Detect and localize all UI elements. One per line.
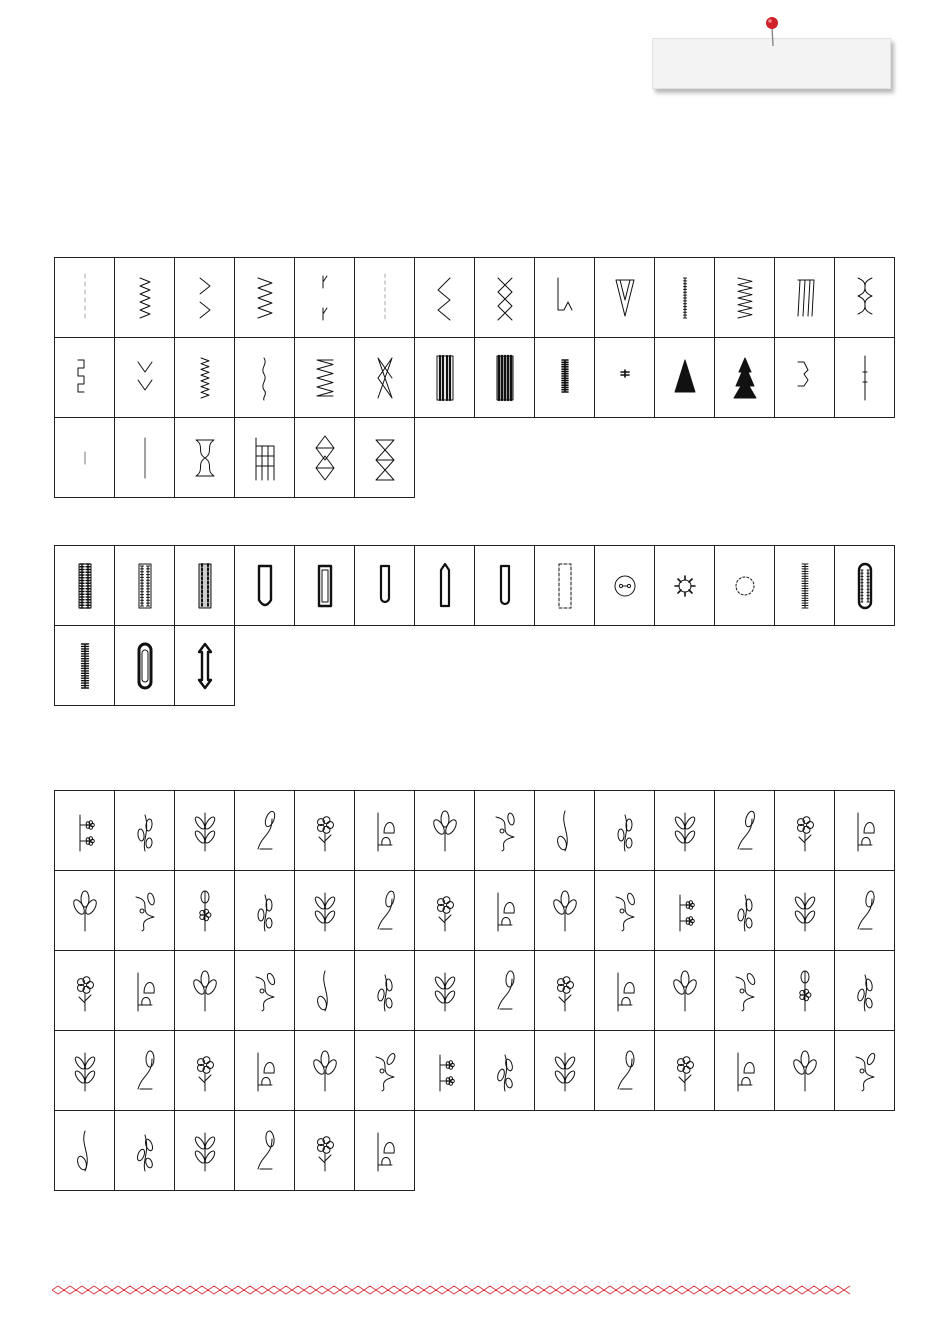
buttonhole-keyhole-icon — [370, 560, 400, 612]
stitch-cell-overlock-wide — [295, 338, 355, 418]
stitch-cell-mushroom — [55, 1111, 115, 1191]
flower-row-icon — [130, 805, 160, 857]
stitch-cell-bud-stem — [175, 791, 235, 871]
stitch-cell-button-sew — [595, 546, 655, 626]
stitch-cell-overlock-zigzag — [595, 258, 655, 338]
vine-leaf-icon — [490, 805, 520, 857]
stitch-cell-berry-branch — [775, 791, 835, 871]
slanted-lines-icon — [790, 272, 820, 324]
stitch-cell-wavy-line — [235, 338, 295, 418]
stitch-cell-feather-fan — [535, 791, 595, 871]
clover-four-icon — [550, 965, 580, 1017]
stitch-cell-shamrock — [235, 1111, 295, 1191]
blind-hem-small-icon — [790, 352, 820, 404]
cross-band-icon — [370, 432, 400, 484]
sunflower-icon — [670, 1045, 700, 1097]
short-line-icon — [70, 432, 100, 484]
stitch-cell-ivy-leaf — [295, 1111, 355, 1191]
stitch-cell-bell-flower — [415, 951, 475, 1031]
arrow-chain-icon — [550, 885, 580, 937]
dotted-straight-icon — [370, 272, 400, 324]
stitch-cell-wild-flower — [655, 951, 715, 1031]
ivy-leaf-icon — [310, 1125, 340, 1177]
stitch-cell-narrow-satin — [535, 338, 595, 418]
stitch-cell-long-line — [115, 418, 175, 498]
wave-s-icon — [490, 885, 520, 937]
stitch-cell-arrow-chain — [535, 871, 595, 951]
lotus-side-icon — [310, 885, 340, 937]
stitch-cell-tree-fill — [715, 338, 775, 418]
stitch-cell-vee-open — [115, 338, 175, 418]
fern-branch-icon — [130, 965, 160, 1017]
stitch-cell-sunflower — [655, 1031, 715, 1111]
stitch-cell-zigzag-narrow — [175, 338, 235, 418]
stitch-cell-tulip-pot — [415, 1031, 475, 1111]
stitch-cell-buttonhole-standard — [55, 546, 115, 626]
stitch-cell-maple-leaf — [415, 791, 475, 871]
bar-tack-icon — [610, 352, 640, 404]
button-sew-icon — [610, 560, 640, 612]
flower-leaf-icon — [310, 805, 340, 857]
stitch-cell-clover-swirl — [595, 951, 655, 1031]
stitch-cell-leaf-pair — [235, 871, 295, 951]
wild-flower-icon — [670, 965, 700, 1017]
fern-curl-icon — [850, 805, 880, 857]
overlock-wide-icon — [310, 352, 340, 404]
stitch-cell-straight-center — [835, 338, 895, 418]
stitch-cell-rose-bud — [475, 951, 535, 1031]
blind-hem-icon — [550, 272, 580, 324]
stitch-cell-buttonhole-stretch — [175, 546, 235, 626]
mushroom-icon — [70, 1125, 100, 1177]
stitch-cell-clover-four — [535, 951, 595, 1031]
stitch-cell-lotus-side — [295, 871, 355, 951]
honeycomb-cross-icon — [490, 272, 520, 324]
stitch-cell-wave-s — [475, 871, 535, 951]
lily-pad-icon — [370, 1125, 400, 1177]
twig-leaf-icon — [850, 885, 880, 937]
stitch-cell-buttonhole-narrow — [115, 546, 175, 626]
clover-swirl-icon — [610, 965, 640, 1017]
stitch-cell-tulip-stem — [715, 791, 775, 871]
stitch-cell-dandelion-trio — [55, 1031, 115, 1111]
stitch-cell-cross-band — [355, 418, 415, 498]
stitch-cell-triple-straight — [295, 258, 355, 338]
swirl-leaf-icon — [70, 885, 100, 937]
olive-sprig-icon — [70, 965, 100, 1017]
bell-flower-icon — [430, 965, 460, 1017]
sprout-curl-icon — [670, 805, 700, 857]
wheat-spike-icon — [790, 885, 820, 937]
zigzag-open-icon — [430, 272, 460, 324]
vee-open-icon — [130, 352, 160, 404]
triangle-fill-icon — [670, 352, 700, 404]
stitch-cell-buttonhole-pointed — [415, 546, 475, 626]
stitch-cell-zigzag-wide — [235, 258, 295, 338]
butterfly-ornament-icon — [370, 885, 400, 937]
lotus-pad-icon — [490, 1045, 520, 1097]
stitch-cell-buttonhole-arrow — [175, 626, 235, 706]
stitch-cell-buttonhole-square — [295, 546, 355, 626]
tree-pair-icon — [730, 1045, 760, 1097]
flower-stack-icon — [190, 965, 220, 1017]
stitch-cell-tree-pair — [715, 1031, 775, 1111]
flower-bouquet-icon — [130, 1125, 160, 1177]
stitch-cell-flower-bouquet — [115, 1111, 175, 1191]
stitch-cell-running-zigzag — [715, 258, 775, 338]
leaf-branch-icon — [190, 1125, 220, 1177]
stitch-cell-cloud-tree — [775, 1031, 835, 1111]
lotus-fan-icon — [370, 1045, 400, 1097]
stitch-cell-honeycomb-wide — [175, 418, 235, 498]
stitch-cell-leaf-spray — [355, 951, 415, 1031]
pine-tree-icon — [850, 1045, 880, 1097]
long-line-icon — [130, 432, 160, 484]
eyelet-round-icon — [730, 560, 760, 612]
straight-center-icon — [850, 352, 880, 404]
buttonhole-arrow-icon — [190, 640, 220, 692]
cloud-tree-icon — [790, 1045, 820, 1097]
stitch-cell-flower-cross — [235, 951, 295, 1031]
diamond-stack-icon — [310, 432, 340, 484]
stitch-cell-leaf-branch — [175, 1111, 235, 1191]
buttonhole-straight-outline-icon — [550, 560, 580, 612]
buttonhole-table — [54, 545, 895, 706]
stitch-cell-buttonhole-rounded — [235, 546, 295, 626]
tulip-row-icon — [70, 805, 100, 857]
stitch-cell-vine-leaf — [475, 791, 535, 871]
stitch-cell-double-overlock — [835, 258, 895, 338]
stitch-cell-serpentine — [55, 338, 115, 418]
water-drop-icon — [130, 885, 160, 937]
buttonhole-oval-solid-icon — [130, 640, 160, 692]
buttonhole-oval-icon — [850, 560, 880, 612]
decorative-stitch-table — [54, 790, 895, 1191]
stitch-cell-buttonhole-oval — [835, 546, 895, 626]
blanket-stitch-icon — [250, 432, 280, 484]
stitch-cell-lily-row — [235, 791, 295, 871]
stitch-cell-buttonhole-keyhole-long — [475, 546, 535, 626]
buttonhole-narrow-icon — [130, 560, 160, 612]
stitch-cell-lotus-fan — [355, 1031, 415, 1111]
rose-bloom-icon — [310, 965, 340, 1017]
buttonhole-keyhole-long-icon — [490, 560, 520, 612]
leaf-spray-icon — [370, 965, 400, 1017]
stitch-cell-leaf-chain — [235, 1031, 295, 1111]
satin-block-dense-icon — [490, 352, 520, 404]
zigzag-narrow-icon — [190, 352, 220, 404]
stitch-cell-leaf-single — [175, 871, 235, 951]
stitch-cell-lotus-pad — [475, 1031, 535, 1111]
cross-stitch-icon — [370, 352, 400, 404]
stitch-cell-water-drop — [115, 871, 175, 951]
stitch-cell-sprout-curl — [655, 791, 715, 871]
oak-leaf-icon — [430, 885, 460, 937]
rose-circle-icon — [610, 805, 640, 857]
stitch-cell-eyelet-round — [715, 546, 775, 626]
acanthus-icon — [850, 965, 880, 1017]
stitch-cell-oak-leaf — [415, 871, 475, 951]
narrow-satin-icon — [550, 352, 580, 404]
rose-bud-icon — [490, 965, 520, 1017]
zigzag-small-icon — [130, 272, 160, 324]
stitch-cell-short-line — [55, 418, 115, 498]
stitch-cell-butterfly-ornament — [355, 871, 415, 951]
stitch-cell-cactus — [535, 1031, 595, 1111]
tulip-pot-icon — [430, 1045, 460, 1097]
buttonhole-stretch-icon — [190, 560, 220, 612]
utility-stitch-table — [54, 257, 895, 498]
feather-fan-icon — [550, 805, 580, 857]
cactus-icon — [550, 1045, 580, 1097]
buttonhole-standard-icon — [70, 560, 100, 612]
crescent-lash-icon — [670, 885, 700, 937]
straight-dashed-icon — [70, 272, 100, 324]
darning-long-icon — [70, 640, 100, 692]
crescent-moon-icon — [730, 885, 760, 937]
stitch-cell-orchid — [775, 951, 835, 1031]
stitch-cell-rose-circle — [595, 791, 655, 871]
stitch-cell-wheat-spike — [775, 871, 835, 951]
double-overlock-icon — [850, 272, 880, 324]
stitch-cell-vee-zigzag — [175, 258, 235, 338]
running-zigzag-icon — [730, 272, 760, 324]
leaf-chain-icon — [250, 1045, 280, 1097]
stitch-cell-cross-stitch — [355, 338, 415, 418]
stitch-cell-flower-stack — [175, 951, 235, 1031]
stitch-cell-tulip-row — [55, 791, 115, 871]
stitch-cell-dandelion — [715, 951, 775, 1031]
stitch-cell-lily-pad — [355, 1111, 415, 1191]
stitch-cell-narrow-bar — [655, 258, 715, 338]
vee-zigzag-icon — [190, 272, 220, 324]
stitch-cell-diamond-stack — [295, 418, 355, 498]
leaf-single-icon — [190, 885, 220, 937]
decorative-border — [52, 1284, 854, 1296]
buttonhole-rounded-icon — [250, 560, 280, 612]
tulip-stem-icon — [730, 805, 760, 857]
stitch-cell-swirl-leaf — [55, 871, 115, 951]
pushpin-icon — [762, 14, 782, 48]
serpentine-icon — [70, 352, 100, 404]
buttonhole-square-icon — [310, 560, 340, 612]
zigzag-wide-icon — [250, 272, 280, 324]
maple-leaf-icon — [430, 805, 460, 857]
stitch-cell-lotus — [295, 1031, 355, 1111]
stitch-cell-satin-block-dense — [475, 338, 535, 418]
shamrock-icon — [250, 1125, 280, 1177]
orchid-icon — [790, 965, 820, 1017]
stitch-cell-blind-hem — [535, 258, 595, 338]
stitch-cell-zigzag-open — [415, 258, 475, 338]
tree-fill-icon — [730, 352, 760, 404]
stitch-cell-triangle-fill — [655, 338, 715, 418]
fishbone-icon — [610, 885, 640, 937]
stitch-cell-buttonhole-oval-solid — [115, 626, 175, 706]
stitch-cell-blanket-stitch — [235, 418, 295, 498]
narrow-bar-icon — [670, 272, 700, 324]
wavy-line-icon — [250, 352, 280, 404]
daisy-trio-icon — [190, 1045, 220, 1097]
lotus-icon — [310, 1045, 340, 1097]
stitch-cell-fern-branch — [115, 951, 175, 1031]
dandelion-icon — [730, 965, 760, 1017]
stitch-cell-eyelet-star — [655, 546, 715, 626]
eyelet-star-icon — [670, 560, 700, 612]
stitch-cell-flower-row — [115, 791, 175, 871]
stitch-cell-honeycomb-cross — [475, 258, 535, 338]
stitch-cell-acanthus — [835, 951, 895, 1031]
stitch-cell-olive-sprig — [55, 951, 115, 1031]
dot-flowers-icon — [130, 1045, 160, 1097]
stitch-cell-darning-program — [775, 546, 835, 626]
stitch-cell-dotted-straight — [355, 258, 415, 338]
stitch-cell-flower-leaf — [295, 791, 355, 871]
bud-stem-icon — [190, 805, 220, 857]
stitch-cell-zigzag-small — [115, 258, 175, 338]
scroll-ornament-icon — [370, 805, 400, 857]
stitch-cell-darning-long — [55, 626, 115, 706]
stitch-cell-pine-tree — [835, 1031, 895, 1111]
palm-icon — [610, 1045, 640, 1097]
dandelion-trio-icon — [70, 1045, 100, 1097]
stitch-cell-scroll-ornament — [355, 791, 415, 871]
triple-straight-icon — [310, 272, 340, 324]
stitch-cell-buttonhole-keyhole — [355, 546, 415, 626]
berry-branch-icon — [790, 805, 820, 857]
stitch-cell-fern-curl — [835, 791, 895, 871]
leaf-pair-icon — [250, 885, 280, 937]
stitch-cell-palm — [595, 1031, 655, 1111]
overlock-zigzag-icon — [610, 272, 640, 324]
stitch-cell-blind-hem-small — [775, 338, 835, 418]
stitch-cell-rose-bloom — [295, 951, 355, 1031]
stitch-cell-slanted-lines — [775, 258, 835, 338]
stitch-cell-straight-dashed — [55, 258, 115, 338]
darning-program-icon — [790, 560, 820, 612]
stitch-cell-buttonhole-straight-outline — [535, 546, 595, 626]
stitch-cell-dot-flowers — [115, 1031, 175, 1111]
stitch-cell-fishbone — [595, 871, 655, 951]
stitch-cell-crescent-moon — [715, 871, 775, 951]
stitch-cell-daisy-trio — [175, 1031, 235, 1111]
honeycomb-wide-icon — [190, 432, 220, 484]
lily-row-icon — [250, 805, 280, 857]
stitch-cell-twig-leaf — [835, 871, 895, 951]
flower-cross-icon — [250, 965, 280, 1017]
buttonhole-pointed-icon — [430, 560, 460, 612]
stitch-cell-bar-tack — [595, 338, 655, 418]
stitch-cell-crescent-lash — [655, 871, 715, 951]
satin-block-icon — [430, 352, 460, 404]
stitch-cell-satin-block — [415, 338, 475, 418]
